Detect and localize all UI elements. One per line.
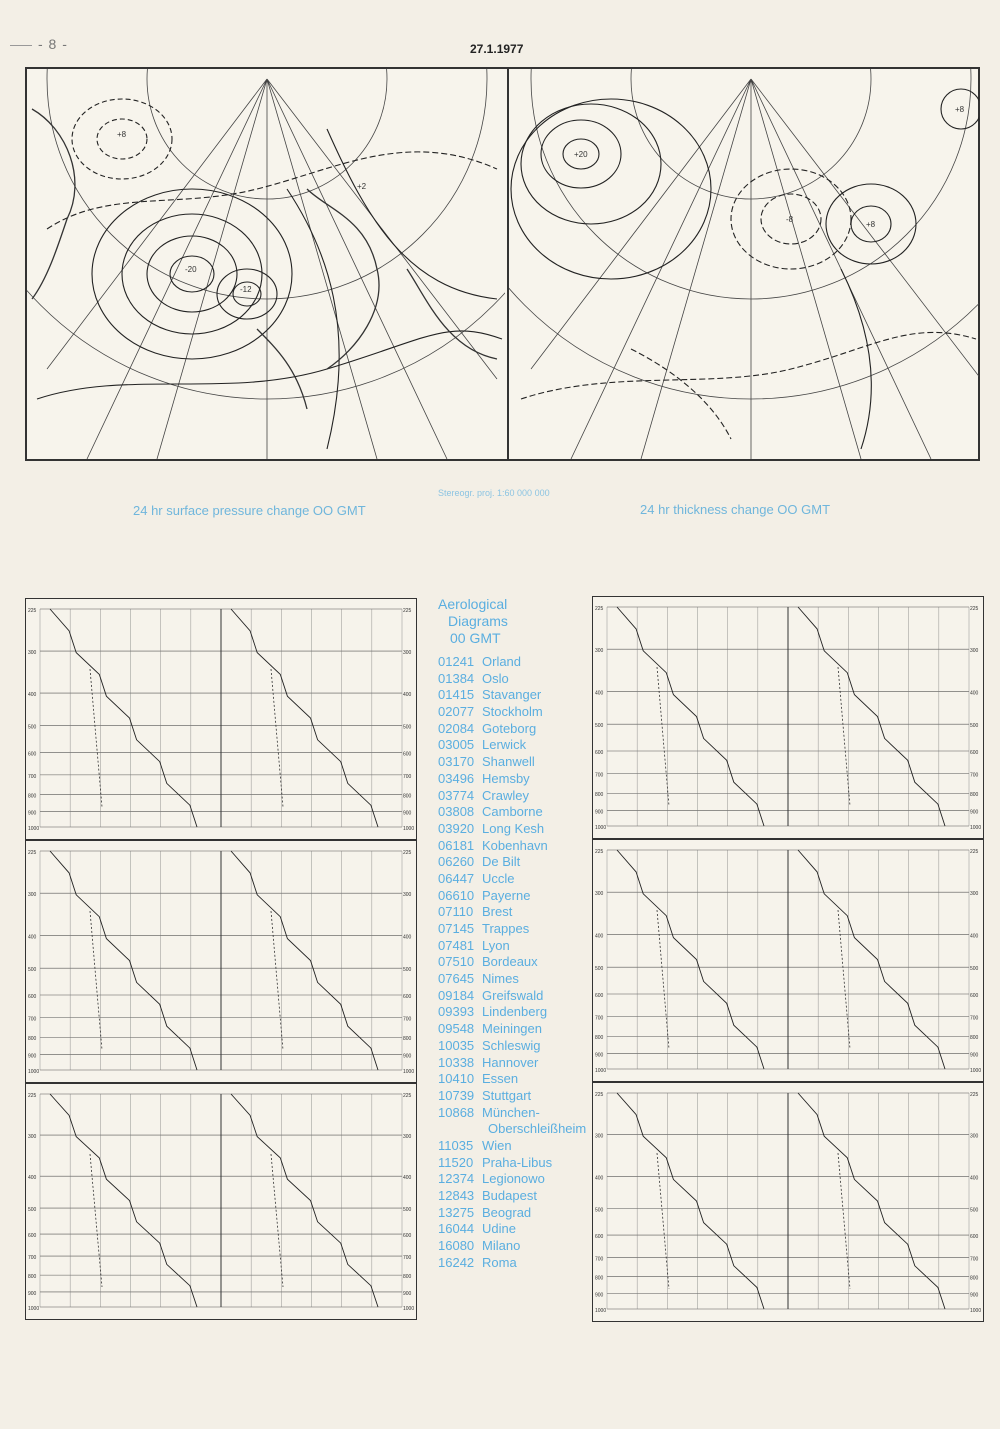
pressure-label-right: 1000 — [970, 1068, 982, 1074]
station-row — [438, 988, 588, 1005]
pressure-label-left: 1000 — [28, 1306, 40, 1312]
pressure-label-left: 1000 — [28, 826, 40, 832]
pressure-label-left: 700 — [595, 1256, 604, 1263]
station-code: 01384 — [438, 670, 475, 686]
station-row — [438, 904, 588, 921]
station-row — [438, 687, 588, 704]
pressure-label-right: 300 — [970, 1133, 979, 1140]
pressure-label-right: 400 — [970, 690, 979, 697]
aerological-title-line: 00 GMT — [450, 630, 501, 646]
page-date: 27.1.1977 — [470, 42, 524, 56]
station-row — [438, 1171, 588, 1188]
pressure-label-right: 300 — [403, 650, 412, 657]
pressure-label-right: 700 — [970, 1256, 979, 1263]
pressure-label-right: 500 — [403, 967, 412, 974]
pressure-label-left: 500 — [595, 966, 604, 973]
pressure-label-right: 800 — [403, 1274, 412, 1281]
station-code: 10035 — [438, 1037, 475, 1053]
station-row — [438, 1221, 588, 1238]
station-code: 01241 — [438, 654, 475, 669]
surface-pressure-change-map — [27, 69, 505, 459]
station-row — [438, 771, 588, 788]
pressure-label-right: 300 — [403, 1134, 412, 1141]
station-name: Payerne — [482, 887, 531, 903]
pressure-label-left: 800 — [595, 1035, 604, 1042]
pressure-label-left: 225 — [595, 849, 604, 855]
station-code: 03005 — [438, 737, 475, 753]
station-name: Stuttgart — [482, 1087, 532, 1103]
station-name: Stockholm — [482, 704, 543, 720]
station-row — [438, 1088, 588, 1105]
station-code: 11520 — [438, 1154, 474, 1170]
pressure-label-right: 225 — [970, 849, 979, 855]
pressure-label-right: 400 — [970, 933, 979, 940]
station-row — [438, 1105, 588, 1122]
station-code: 02084 — [438, 720, 475, 736]
station-row — [438, 654, 588, 671]
pressure-label-right: 500 — [970, 966, 979, 973]
station-code: 09393 — [438, 1004, 475, 1020]
pressure-label-left: 600 — [595, 1234, 604, 1241]
pressure-label-right: 600 — [403, 751, 412, 758]
station-name: Kobenhavn — [482, 837, 548, 853]
pressure-label-left: 225 — [595, 606, 604, 612]
station-row — [438, 1055, 588, 1072]
station-row — [438, 1021, 588, 1038]
pressure-label-left: 600 — [28, 1233, 37, 1240]
aerological-diagram-4 — [592, 596, 984, 839]
station-code: 07145 — [438, 921, 475, 936]
pressure-label-right: 800 — [970, 792, 979, 799]
pressure-label-right: 300 — [970, 648, 979, 655]
pressure-label-left: 400 — [595, 1175, 604, 1182]
pressure-label-right: 300 — [970, 891, 979, 898]
pressure-label-left: 400 — [28, 1175, 37, 1182]
pressure-label-right: 225 — [403, 608, 412, 614]
pressure-label-left: 400 — [595, 933, 604, 940]
pressure-label-left: 300 — [28, 892, 37, 899]
diagram-grid — [26, 1084, 416, 1319]
station-code: 06447 — [438, 870, 475, 886]
station-name: Oberschleißheim — [488, 1121, 587, 1137]
pressure-label-left: 400 — [28, 934, 37, 941]
pressure-label-right: 500 — [403, 724, 412, 731]
diagram-grid — [26, 841, 416, 1082]
pressure-label-left: 700 — [595, 1015, 604, 1022]
pressure-label-right: 700 — [403, 773, 412, 780]
station-name: Lindenberg — [482, 1004, 548, 1020]
station-name: Udine — [482, 1221, 516, 1237]
pressure-label-left: 300 — [595, 1133, 604, 1140]
page-number: - 8 - — [10, 36, 68, 52]
pressure-label-right: 300 — [403, 892, 412, 899]
station-row — [438, 1038, 588, 1055]
pressure-label-right: 400 — [403, 692, 412, 699]
station-code: 07110 — [438, 904, 474, 920]
pressure-label-left: 500 — [28, 1207, 37, 1214]
station-name: Praha-Libus — [482, 1154, 553, 1170]
pressure-label-right: 900 — [403, 1290, 412, 1297]
pressure-label-right: 1000 — [403, 1306, 415, 1312]
station-code: 09548 — [438, 1021, 475, 1037]
pressure-label-left: 900 — [595, 1052, 604, 1059]
station-name: Orland — [482, 654, 522, 669]
aerological-diagram-1 — [25, 598, 417, 840]
station-name: Long Kesh — [482, 820, 545, 836]
pressure-label-left: 225 — [28, 608, 37, 614]
station-name: Bordeaux — [482, 954, 538, 970]
pressure-label-right: 500 — [970, 723, 979, 730]
station-row — [438, 821, 588, 838]
station-code: 07510 — [438, 954, 475, 970]
station-row — [438, 1155, 588, 1172]
pressure-label-right: 225 — [403, 850, 412, 856]
pressure-label-right: 500 — [403, 1207, 412, 1214]
diagram-grid — [593, 840, 983, 1081]
station-name: Trappes — [482, 921, 530, 936]
pressure-label-right: 700 — [970, 1015, 979, 1022]
station-code: 16080 — [438, 1238, 475, 1254]
station-code: 12374 — [438, 1171, 475, 1187]
pressure-label-left: 900 — [28, 1290, 37, 1297]
station-code: 07481 — [438, 937, 475, 953]
station-name: Meiningen — [482, 1021, 542, 1037]
pressure-label-left: 1000 — [595, 1068, 607, 1074]
station-row — [438, 671, 588, 688]
pressure-label-right: 900 — [970, 1292, 979, 1299]
station-row — [438, 1138, 588, 1155]
station-name: Budapest — [482, 1188, 537, 1203]
station-row — [438, 788, 588, 805]
pressure-label-left: 700 — [28, 773, 37, 780]
pressure-label-right: 900 — [403, 810, 412, 817]
pressure-label-right: 500 — [970, 1207, 979, 1214]
pressure-label-left: 225 — [595, 1092, 604, 1098]
station-code: 06610 — [438, 887, 475, 903]
station-name: Wien — [482, 1137, 512, 1153]
pressure-label-left: 900 — [595, 1292, 604, 1299]
station-row — [438, 704, 588, 721]
pressure-label-left: 800 — [28, 1036, 37, 1043]
station-code: 10410 — [438, 1071, 475, 1087]
station-row — [438, 954, 588, 971]
station-name: Stavanger — [482, 687, 542, 703]
pressure-label-left: 900 — [28, 1053, 37, 1060]
station-name: Shanwell — [482, 754, 535, 770]
station-row — [438, 804, 588, 821]
pressure-label-right: 900 — [970, 809, 979, 816]
pressure-label-right: 400 — [403, 934, 412, 941]
station-name: Milano — [482, 1238, 521, 1254]
pressure-label-left: 700 — [28, 1016, 37, 1023]
station-list — [438, 654, 588, 1271]
pressure-label-left: 300 — [28, 650, 37, 657]
station-name: Uccle — [482, 870, 515, 886]
station-name: Schleswig — [482, 1037, 541, 1053]
pressure-label-right: 225 — [970, 606, 979, 612]
station-name: Brest — [482, 904, 513, 920]
station-code: 03170 — [438, 754, 475, 770]
pressure-label-left: 400 — [595, 690, 604, 697]
station-row — [438, 1004, 588, 1021]
station-name: Crawley — [482, 787, 529, 803]
pressure-label-right: 600 — [970, 1234, 979, 1241]
pressure-label-right: 700 — [970, 772, 979, 779]
station-code — [438, 1121, 482, 1138]
station-name: Roma — [482, 1254, 517, 1270]
svg-text:-8: -8 — [786, 215, 794, 224]
pressure-label-right: 600 — [970, 750, 979, 757]
pressure-label-right: 1000 — [403, 1069, 415, 1075]
station-name: Lyon — [482, 937, 510, 953]
aerological-diagram-5 — [592, 839, 984, 1082]
station-code: 10739 — [438, 1087, 475, 1103]
pressure-label-right: 400 — [403, 1175, 412, 1182]
station-row — [438, 888, 588, 905]
pressure-label-left: 1000 — [28, 1069, 40, 1075]
pressure-label-left: 900 — [595, 809, 604, 816]
station-row — [438, 921, 588, 938]
pressure-label-left: 500 — [595, 723, 604, 730]
station-code: 07645 — [438, 971, 475, 987]
pressure-label-left: 600 — [595, 993, 604, 1000]
pressure-label-left: 500 — [28, 724, 37, 731]
svg-text:+8: +8 — [117, 130, 127, 139]
pressure-label-left: 700 — [595, 772, 604, 779]
pressure-label-right: 800 — [970, 1275, 979, 1282]
station-name: Greifswald — [482, 987, 544, 1003]
pressure-label-right: 225 — [403, 1093, 412, 1099]
pressure-label-left: 500 — [595, 1207, 604, 1214]
station-code: 16242 — [438, 1254, 475, 1270]
pressure-label-left: 900 — [28, 810, 37, 817]
station-code: 01415 — [438, 687, 475, 703]
station-name: Goteborg — [482, 720, 537, 736]
svg-text:+2: +2 — [357, 182, 367, 191]
svg-text:-20: -20 — [185, 265, 197, 274]
station-code: 03774 — [438, 787, 475, 803]
station-code: 11035 — [438, 1137, 474, 1153]
pressure-label-left: 300 — [595, 648, 604, 655]
pressure-label-right: 600 — [403, 994, 412, 1001]
station-row — [438, 1071, 588, 1088]
diagram-grid — [593, 1083, 983, 1321]
pressure-label-right: 1000 — [970, 1308, 982, 1314]
pressure-label-left: 700 — [28, 1255, 37, 1262]
station-code: 12843 — [438, 1188, 475, 1203]
station-row — [438, 971, 588, 988]
svg-text:+8: +8 — [955, 105, 965, 114]
pressure-label-right: 900 — [970, 1052, 979, 1059]
pressure-label-right: 600 — [970, 993, 979, 1000]
svg-text:+20: +20 — [574, 150, 588, 159]
station-row — [438, 838, 588, 855]
station-code: 10868 — [438, 1104, 475, 1120]
station-row — [438, 1205, 588, 1222]
svg-text:-12: -12 — [240, 285, 252, 294]
pressure-label-right: 700 — [403, 1016, 412, 1023]
aerological-diagram-3 — [25, 1083, 417, 1320]
aerological-diagram-6 — [592, 1082, 984, 1322]
station-row — [438, 1188, 588, 1205]
pressure-label-right: 800 — [403, 793, 412, 800]
pressure-label-right: 1000 — [403, 826, 415, 832]
thickness-change-map — [509, 69, 979, 459]
pressure-label-right: 600 — [403, 1233, 412, 1240]
station-code: 13275 — [438, 1204, 475, 1220]
pressure-label-right: 900 — [403, 1053, 412, 1060]
pressure-label-left: 1000 — [595, 825, 607, 831]
station-name: Camborne — [482, 804, 543, 820]
pressure-label-left: 800 — [595, 792, 604, 799]
station-row — [438, 1121, 588, 1138]
station-name: De Bilt — [482, 854, 521, 870]
station-name: Lerwick — [482, 737, 527, 753]
pressure-label-left: 225 — [28, 1093, 37, 1099]
station-row — [438, 721, 588, 738]
station-code: 10338 — [438, 1054, 475, 1070]
station-row — [438, 737, 588, 754]
pressure-label-left: 225 — [28, 850, 37, 856]
pressure-label-left: 500 — [28, 967, 37, 974]
station-row — [438, 871, 588, 888]
diagram-grid — [593, 597, 983, 838]
pressure-label-left: 600 — [595, 750, 604, 757]
pressure-label-left: 800 — [595, 1275, 604, 1282]
station-row — [438, 1238, 588, 1255]
station-name: Oslo — [482, 670, 509, 686]
station-row — [438, 1255, 588, 1272]
station-code: 06181 — [438, 837, 475, 853]
station-name: Essen — [482, 1071, 519, 1087]
station-name: Hemsby — [482, 770, 530, 786]
pressure-label-left: 800 — [28, 1274, 37, 1281]
diagram-grid — [26, 599, 416, 839]
station-row — [438, 754, 588, 771]
pressure-label-left: 1000 — [595, 1308, 607, 1314]
pressure-label-right: 400 — [970, 1175, 979, 1182]
station-code: 16044 — [438, 1221, 475, 1237]
weather-maps — [25, 67, 980, 461]
station-name: München- — [482, 1104, 540, 1120]
aerological-diagram-2 — [25, 840, 417, 1083]
station-name: Hannover — [482, 1054, 539, 1070]
station-row — [438, 938, 588, 955]
station-name: Legionowo — [482, 1171, 545, 1187]
station-row — [438, 854, 588, 871]
pressure-label-right: 225 — [970, 1092, 979, 1098]
pressure-label-left: 300 — [28, 1134, 37, 1141]
pressure-label-right: 700 — [403, 1255, 412, 1262]
pressure-label-left: 800 — [28, 793, 37, 800]
pressure-label-right: 1000 — [970, 825, 982, 831]
surface-pressure-caption: 24 hr surface pressure change OO GMT — [133, 503, 366, 518]
aerological-title — [438, 596, 558, 647]
station-code: 02077 — [438, 704, 475, 720]
thickness-caption: 24 hr thickness change OO GMT — [640, 502, 831, 517]
station-code: 03496 — [438, 770, 475, 786]
station-code: 06260 — [438, 854, 475, 870]
pressure-label-left: 600 — [28, 994, 37, 1001]
station-name: Beograd — [482, 1204, 532, 1220]
aerological-title-line: Aerological — [438, 596, 508, 612]
projection-caption: Stereogr. proj. 1:60 000 000 — [438, 488, 550, 498]
svg-text:+8: +8 — [866, 220, 876, 229]
pressure-label-left: 600 — [28, 751, 37, 758]
station-name: Nimes — [482, 971, 519, 987]
station-code: 03808 — [438, 804, 475, 820]
pressure-label-right: 800 — [970, 1035, 979, 1042]
aerological-title-line: Diagrams — [448, 613, 508, 629]
pressure-label-right: 800 — [403, 1036, 412, 1043]
pressure-label-left: 400 — [28, 692, 37, 699]
station-code: 03920 — [438, 820, 475, 836]
station-code: 09184 — [438, 987, 475, 1003]
pressure-label-left: 300 — [595, 891, 604, 898]
